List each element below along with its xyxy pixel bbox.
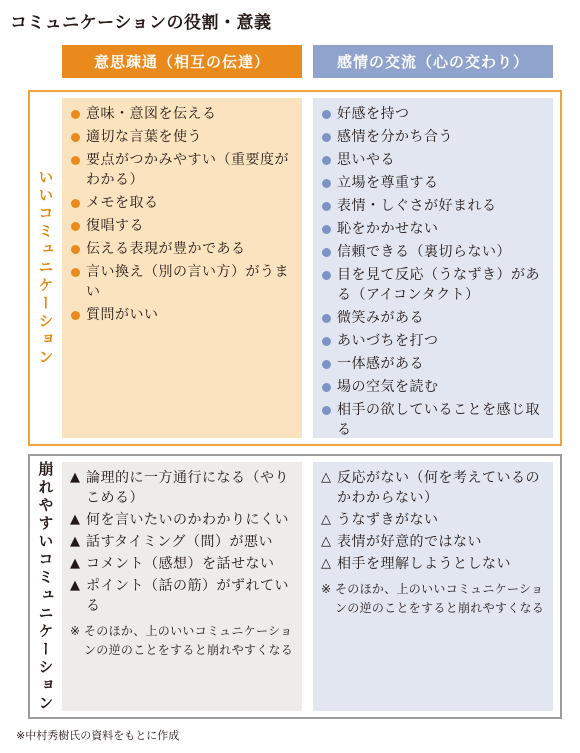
page-title: コミュニケーションの役割・意義: [10, 13, 272, 33]
list-item: 思いやる: [321, 150, 547, 170]
good-communication-section: [28, 90, 562, 446]
list-item: あいづちを打つ: [321, 331, 547, 351]
list-item: 相手の欲していることを感じ取る: [321, 400, 547, 440]
list-item: ▲ 何を言いたいのかわかりにくい: [70, 510, 296, 530]
list-item: 立場を尊重する: [321, 173, 547, 193]
header-mutual-understanding: 意思疎通（相互の伝達）: [62, 45, 302, 78]
list-item: 信頼できる（裏切らない）: [321, 242, 547, 262]
bad-understanding-cell: [62, 462, 302, 711]
header-emotional-exchange: 感情の交流（心の交わり）: [313, 45, 553, 78]
bad-communication-section: [28, 454, 562, 719]
good-emotion-cell: [313, 98, 553, 438]
note-text: そのほか、上のいいコミュニケーションの逆のことをすると崩れやすくなる: [335, 582, 545, 615]
list-item: 場の空気を読む: [321, 377, 547, 397]
good-communication-label: いいコミュニケーション: [36, 169, 55, 367]
list-item: △ うなずきがない: [321, 510, 547, 530]
bad-communication-label: 崩れやすいコミュニケーション: [36, 460, 55, 713]
source-footnote: ※中村秀樹氏の資料をもとに作成: [16, 729, 180, 742]
list-item: 言い換え（別の言い方）がうまい: [70, 262, 296, 302]
note-mark: ※: [321, 582, 332, 596]
list-item: 質問がいい: [70, 305, 296, 325]
list-item: ▲ 話すタイミング（間）が悪い: [70, 532, 296, 552]
bad-emotion-cell: [313, 462, 553, 711]
list-item: 一体感がある: [321, 354, 547, 374]
list-item: 復唱する: [70, 216, 296, 236]
note-text: そのほか、上のいいコミュニケーションの逆のことをすると崩れやすくなる: [84, 624, 294, 657]
list-item: 好感を持つ: [321, 104, 547, 124]
list-item: 感情を分かち合う: [321, 127, 547, 147]
list-item: 適切な言葉を使う: [70, 127, 296, 147]
list-item: 表情・しぐさが好まれる: [321, 196, 547, 216]
bad-understanding-note: [70, 622, 296, 660]
list-item: ▲ 論理的に一方通行になる（やりこめる）: [70, 468, 296, 508]
list-item: ▲ ポイント（話の筋）がずれている: [70, 576, 296, 616]
note-mark: ※: [70, 624, 81, 638]
list-item: ▲ コメント（感想）を話せない: [70, 554, 296, 574]
good-understanding-cell: [62, 98, 302, 438]
list-item: 目を見て反応（うなずき）がある（アイコンタクト）: [321, 265, 547, 305]
list-item: 恥をかかせない: [321, 219, 547, 239]
list-item: 意味・意図を伝える: [70, 104, 296, 124]
list-item: メモを取る: [70, 193, 296, 213]
list-item: 要点がつかみやすい（重要度がわかる）: [70, 150, 296, 190]
bad-emotion-note: [321, 580, 547, 618]
list-item: △ 反応がない（何を考えているのかわからない）: [321, 468, 547, 508]
list-item: 伝える表現が豊かである: [70, 239, 296, 259]
list-item: △ 相手を理解しようとしない: [321, 554, 547, 574]
list-item: △ 表情が好意的ではない: [321, 532, 547, 552]
list-item: 微笑みがある: [321, 308, 547, 328]
